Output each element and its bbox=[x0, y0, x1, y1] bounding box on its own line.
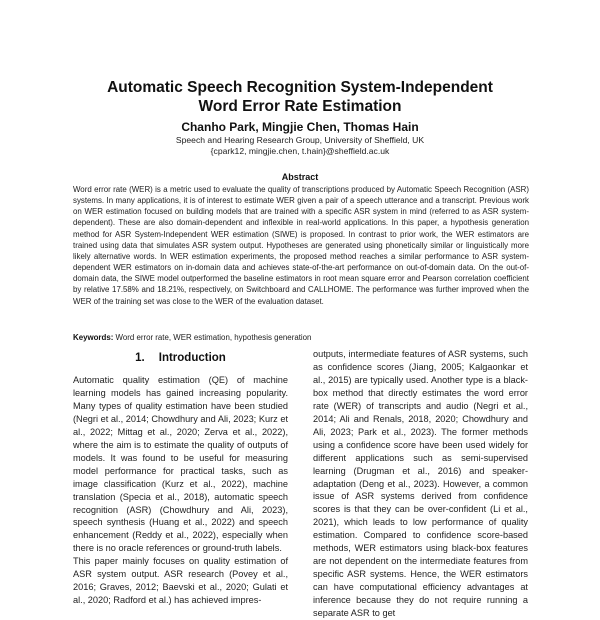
abstract-heading: Abstract bbox=[281, 172, 319, 182]
right-column bbox=[313, 348, 528, 620]
paper-title bbox=[0, 78, 600, 116]
section-title: Introduction bbox=[158, 352, 226, 364]
keywords bbox=[73, 332, 529, 343]
intro-paragraph-2: This paper mainly focuses on quality estimation of ASR system output. ASR research (Povey et al., 2016; Graves, 2012; Baevski et al., 2020; Gulati et al., 2020; Radford et al.) has achieved impres- bbox=[73, 556, 288, 606]
intro-paragraph-1: Automatic quality estimation (QE) of machine learning models has gained increasing popularity. Many types of quality estimation have been studied (Negri et al., 2014; Chowdhury and Ali, 2023; Kurz et al., 2022; Mittag et al., 2020; Zerva et al., 2022), where the aim is to estimate the quality of outputs of models. It was found to be useful for measuring model performance for practical tasks, such as image classification (Kurz et al., 2022), machine translation (Specia et al., 2018), automatic speech recognition (ASR) (Chowdhury and Ali, 2023), speech synthesis (Huang et al., 2022) and speech enhancement (Reddy et al., 2022), especially when there is no oracle references or ground-truth labels. bbox=[73, 375, 288, 554]
title-line-2: Word Error Rate Estimation bbox=[198, 98, 402, 115]
authors: Chanho Park, Mingjie Chen, Thomas Hain bbox=[181, 120, 419, 134]
section-heading-introduction bbox=[73, 351, 288, 365]
left-column bbox=[73, 374, 288, 607]
title-line-1: Automatic Speech Recognition System-Independent bbox=[107, 79, 493, 96]
keywords-text: Word error rate, WER estimation, hypothesis generation bbox=[113, 333, 312, 342]
section-number: 1. bbox=[135, 352, 145, 364]
keywords-label: Keywords: bbox=[73, 333, 114, 342]
author-emails: {cpark12, mingjie.chen, t.hain}@sheffield.ac.uk bbox=[210, 146, 390, 156]
intro-paragraph-continued: outputs, intermediate features of ASR systems, such as confidence scores (Jiang, 2005; Kalgaonkar et al., 2015) are typically used. Another type is a black-box method that directly estimates the word error rate (WER) of transcripts and audio (Negri et al., 2014; Ali and Renals, 2018, 2020; Chowdhury and Ali, 2023; Park et al., 2023). The former methods using a confidence score have been used widely for different applications such as semi-supervised learning (Drugman et al., 2016) and speaker-adaptation (Deng et al., 2023). However, a common issue of ASR systems derived from confidence scores is that they can be over-confident (Li et al., 2021), which leads to low performance of quality estimation. Compared to confidence score-based methods, WER estimators using black-box features are not dependent on the intermediate features from specific ASR systems. Hence, the WER estimators can have computational efficiency advantages at inference because they do not require running a separate ASR to get bbox=[313, 349, 528, 619]
abstract bbox=[73, 184, 529, 307]
abstract-text: Word error rate (WER) is a metric used to evaluate the quality of transcriptions produced by Automatic Speech Recognition (ASR) systems. In many applications, it is of interest to estimate WER given a pair of a speech utterance and a transcript. Previous work on WER estimation focused on building models that are trained with a specific ASR system in mind (referred to as ASR system-dependent). These are also domain-dependent and inflexible in real-world applications. In this paper, a hypothesis generation method for ASR System-Independent WER estimation (SIWE) is proposed. In contrast to prior work, the WER estimators are trained using data that simulates ASR system output. Hypotheses are generated using phonetically similar or linguistically more likely alternative words. In WER estimation experiments, the proposed method reaches a similar performance to ASR system-dependent WER estimators on in-domain data and achieves state-of-the-art performance on out-of-domain data. On the out-of-domain data, the SIWE model outperformed the baseline estimators in root mean square error and Pearson correlation coefficient by relative 17.58% and 18.21%, respectively, on Switchboard and CALLHOME. The performance was further improved when the WER of the training set was close to the WER of the evaluation dataset. bbox=[73, 185, 529, 306]
affiliation: Speech and Hearing Research Group, University of Sheffield, UK bbox=[175, 135, 425, 145]
